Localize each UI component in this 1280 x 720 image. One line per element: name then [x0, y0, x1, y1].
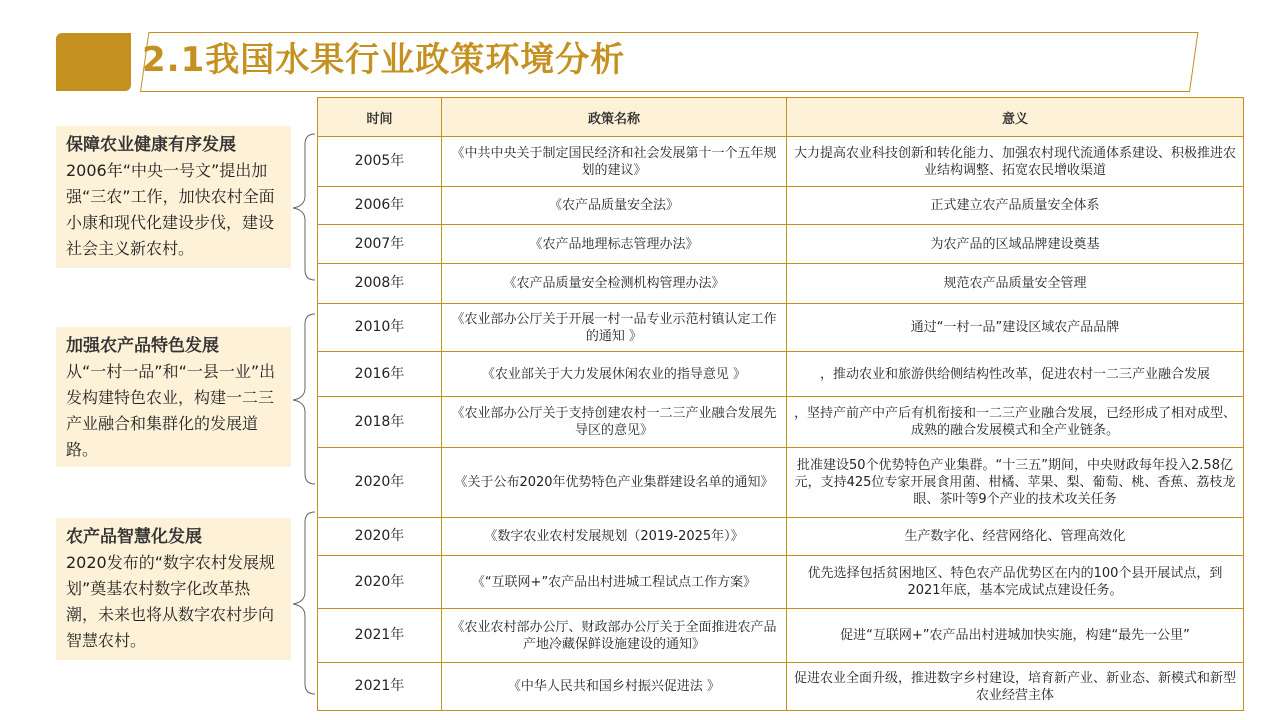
cell-year: 2020年 — [318, 518, 442, 556]
cell-policy: 《农产品地理标志管理办法》 — [442, 225, 787, 264]
cell-meaning: 批准建设50个优势特色产业集群。“十三五”期间，中央财政每年投入2.58亿元，支持425位专家开展食用菌、柑橘、苹果、梨、葡萄、桃、香蕉、荔枝龙眼、茶叶等9个产业的技术攻关任务 — [787, 448, 1244, 518]
cell-policy: 《农产品质量安全法》 — [442, 187, 787, 225]
table-row — [318, 352, 1244, 397]
side-heading: 保障农业健康有序发展 — [66, 135, 236, 155]
cell-policy: 《农业农村部办公厅、财政部办公厅关于全面推进农产品产地冷藏保鲜设施建设的通知》 — [442, 609, 787, 663]
cell-year: 2006年 — [318, 187, 442, 225]
header-time: 时间 — [318, 98, 442, 137]
table-row — [318, 225, 1244, 264]
side-box-smart — [56, 518, 291, 660]
table-row — [318, 137, 1244, 187]
cell-meaning: 正式建立农产品质量安全体系 — [787, 187, 1244, 225]
table-row — [318, 609, 1244, 663]
cell-policy: 《“互联网+”农产品出村进城工程试点工作方案》 — [442, 556, 787, 609]
cell-policy: 《中共中央关于制定国民经济和社会发展第十一个五年规划的建议》 — [442, 137, 787, 187]
table-row — [318, 397, 1244, 448]
cell-meaning: ，坚持产前产中产后有机衔接和一二三产业融合发展，已经形成了相对成型、成熟的融合发展模式和全产业链条。 — [787, 397, 1244, 448]
policy-table — [317, 97, 1244, 711]
side-heading: 农产品智慧化发展 — [66, 527, 202, 547]
cell-meaning: 优先选择包括贫困地区、特色农产品优势区在内的100个县开展试点，到2021年底，基本完成试点建设任务。 — [787, 556, 1244, 609]
title-accent-block — [56, 33, 131, 91]
cell-meaning: 为农产品的区域品牌建设奠基 — [787, 225, 1244, 264]
side-box-health — [56, 126, 291, 268]
cell-year: 2010年 — [318, 304, 442, 352]
cell-policy: 《农业部关于大力发展休闲农业的指导意见 》 — [442, 352, 787, 397]
cell-policy: 《农业部办公厅关于开展一村一品专业示范村镇认定工作的通知 》 — [442, 304, 787, 352]
bracket-1 — [285, 130, 317, 285]
cell-meaning: 促进“互联网+”农产品出村进城加快实施，构建“最先一公里” — [787, 609, 1244, 663]
cell-policy: 《中华人民共和国乡村振兴促进法 》 — [442, 663, 787, 711]
cell-meaning: 促进农业全面升级，推进数字乡村建设，培育新产业、新业态、新模式和新型农业经营主体 — [787, 663, 1244, 711]
table-header-row — [318, 98, 1244, 137]
cell-meaning: ，推动农业和旅游供给侧结构性改革，促进农村一二三产业融合发展 — [787, 352, 1244, 397]
header-meaning: 意义 — [787, 98, 1244, 137]
page-title: 2.1我国水果行业政策环境分析 — [142, 40, 626, 80]
side-heading: 加强农产品特色发展 — [66, 336, 219, 356]
table-row — [318, 448, 1244, 518]
cell-policy: 《数字农业农村发展规划（2019-2025年）》 — [442, 518, 787, 556]
table-row — [318, 518, 1244, 556]
cell-meaning: 生产数字化、经营网络化、管理高效化 — [787, 518, 1244, 556]
side-body: 2006年“中央一号文”提出加强“三农”工作，加快农村全面小康和现代化建设步伐，建设社会主义新农村。 — [66, 161, 275, 258]
bracket-3 — [285, 508, 317, 700]
side-box-feature — [56, 327, 291, 467]
side-body: 从“一村一品”和“一县一业”出发构建特色农业，构建一二三产业融合和集群化的发展道路。 — [66, 362, 276, 459]
header-policy: 政策名称 — [442, 98, 787, 137]
cell-policy: 《关于公布2020年优势特色产业集群建设名单的通知》 — [442, 448, 787, 518]
cell-year: 2005年 — [318, 137, 442, 187]
cell-meaning: 大力提高农业科技创新和转化能力、加强农村现代流通体系建设、积极推进农业结构调整、拓宽农民增收渠道 — [787, 137, 1244, 187]
cell-year: 2016年 — [318, 352, 442, 397]
cell-meaning: 通过“一村一品”建设区域农产品品牌 — [787, 304, 1244, 352]
side-body: 2020发布的“数字农村发展规划”奠基农村数字化改革热潮，未来也将从数字农村步向智慧农村。 — [66, 553, 276, 650]
table-row — [318, 264, 1244, 304]
table-row — [318, 304, 1244, 352]
cell-year: 2020年 — [318, 448, 442, 518]
table-row — [318, 556, 1244, 609]
table-row — [318, 663, 1244, 711]
bracket-2 — [285, 310, 317, 490]
cell-year: 2018年 — [318, 397, 442, 448]
cell-year: 2007年 — [318, 225, 442, 264]
cell-year: 2021年 — [318, 663, 442, 711]
cell-year: 2020年 — [318, 556, 442, 609]
table-row — [318, 187, 1244, 225]
cell-policy: 《农业部办公厅关于支持创建农村一二三产业融合发展先导区的意见》 — [442, 397, 787, 448]
cell-meaning: 规范农产品质量安全管理 — [787, 264, 1244, 304]
cell-year: 2008年 — [318, 264, 442, 304]
cell-policy: 《农产品质量安全检测机构管理办法》 — [442, 264, 787, 304]
cell-year: 2021年 — [318, 609, 442, 663]
